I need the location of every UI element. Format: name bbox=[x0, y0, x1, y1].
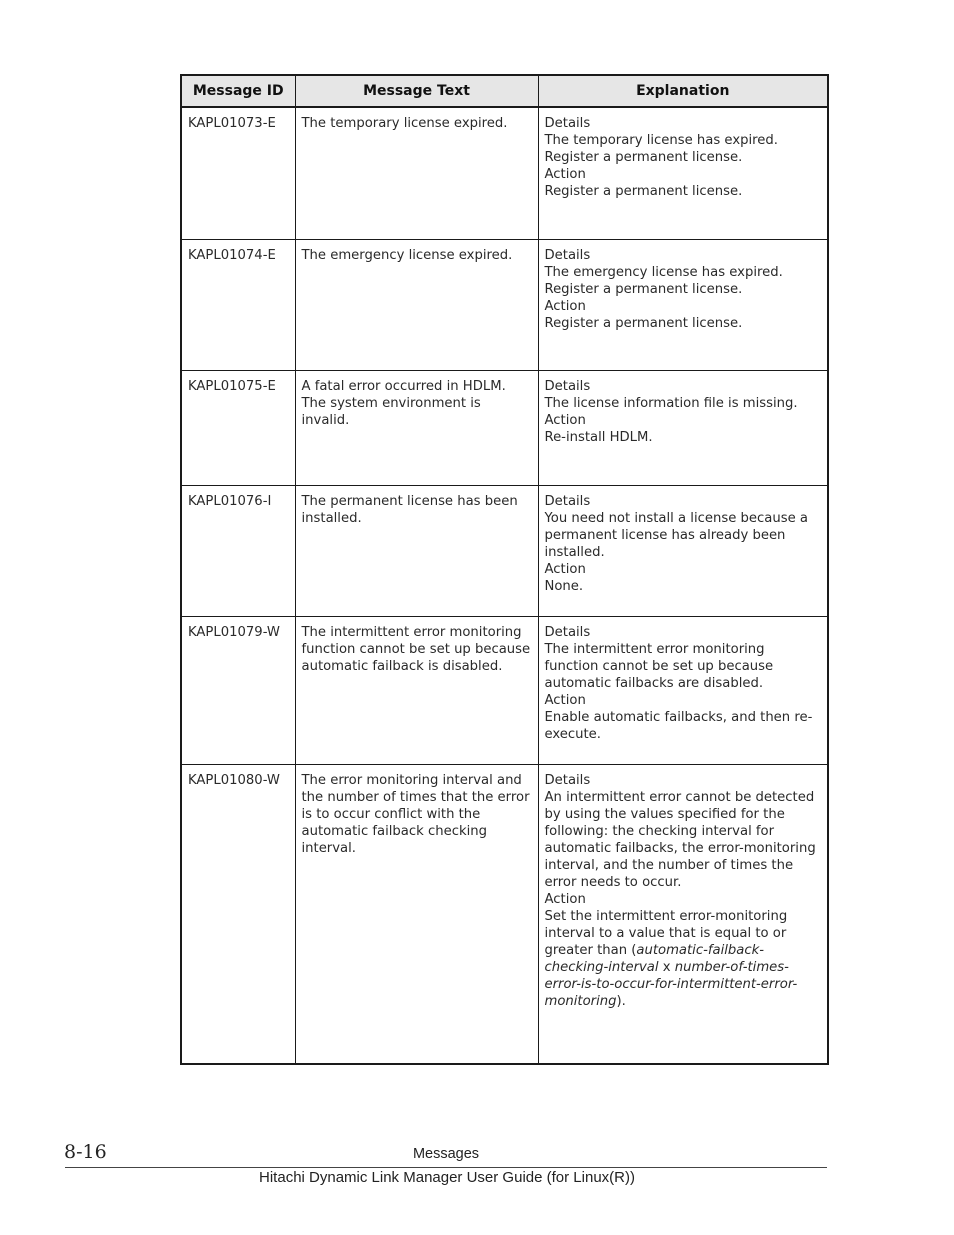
footer-section-name: Messages bbox=[412, 1146, 480, 1162]
action-label: Action bbox=[544, 167, 586, 182]
action-text: None. bbox=[544, 578, 584, 594]
action-prefix: Set the intermittent error-monitoring interval to a value that is equal to or greater than ( bbox=[544, 908, 788, 958]
action-text: Register a permanent license. bbox=[544, 315, 743, 331]
details-label: Details bbox=[544, 493, 591, 509]
details-label: Details bbox=[544, 116, 591, 131]
details-label: Details bbox=[544, 247, 591, 263]
action-times: x bbox=[658, 959, 675, 975]
footer-document-title: Hitachi Dynamic Link Manager User Guide (for Linux(R)) bbox=[259, 1169, 635, 1186]
message-id: KAPL01075-E bbox=[181, 370, 295, 485]
explanation bbox=[538, 616, 828, 764]
details-label: Details bbox=[544, 378, 591, 394]
table-row bbox=[181, 370, 828, 485]
action-suffix: ). bbox=[616, 993, 626, 1009]
details-label: Details bbox=[544, 624, 591, 640]
table-row bbox=[181, 485, 828, 616]
action-label: Action bbox=[544, 561, 586, 577]
action-text: Enable automatic failbacks, and then re-execute. bbox=[544, 709, 813, 742]
table-row bbox=[181, 107, 828, 239]
details-label: Details bbox=[544, 772, 591, 788]
action-text: Register a permanent license. bbox=[544, 184, 743, 199]
explanation bbox=[538, 239, 828, 370]
details-text: The intermittent error monitoring function cannot be set up because automatic failbacks are disabled. bbox=[544, 641, 774, 691]
details-text: The emergency license has expired. Register a permanent license. bbox=[544, 264, 783, 297]
message-id: KAPL01080-W bbox=[181, 764, 295, 1064]
explanation bbox=[538, 107, 828, 239]
header-explanation: Explanation bbox=[538, 75, 828, 107]
message-text: The intermittent error monitoring function cannot be set up because automatic failback is disabled. bbox=[295, 616, 538, 764]
message-id: KAPL01076-I bbox=[181, 485, 295, 616]
message-text: The emergency license expired. bbox=[295, 239, 538, 370]
message-id: KAPL01079-W bbox=[181, 616, 295, 764]
table-row bbox=[181, 764, 828, 1064]
explanation bbox=[538, 764, 828, 1064]
header-message-id: Message ID bbox=[181, 75, 295, 107]
action-label: Action bbox=[544, 412, 586, 428]
action-label: Action bbox=[544, 298, 586, 314]
details-text: The temporary license has expired. Register a permanent license. bbox=[544, 133, 778, 165]
action-label: Action bbox=[544, 891, 586, 907]
action-label: Action bbox=[544, 692, 586, 708]
messages-table bbox=[180, 74, 829, 1065]
action-text: Re-install HDLM. bbox=[544, 429, 653, 445]
details-text: An intermittent error cannot be detected by using the values specified for the following: the checking interval for automatic failbacks, the error-monitoring interval, and the number of times the error needs to occur. bbox=[544, 789, 816, 890]
message-text: A fatal error occurred in HDLM. The system environment is invalid. bbox=[295, 370, 538, 485]
header-message-text: Message Text bbox=[295, 75, 538, 107]
message-id: KAPL01073-E bbox=[181, 107, 295, 239]
explanation bbox=[538, 370, 828, 485]
details-text: The license information file is missing. bbox=[544, 395, 798, 411]
table-header-row bbox=[181, 75, 828, 107]
action-text bbox=[545, 908, 823, 1010]
message-text: The error monitoring interval and the number of times that the error is to occur conflict with the automatic failback checking interval. bbox=[295, 764, 538, 1064]
footer-divider bbox=[65, 1167, 827, 1168]
explanation bbox=[538, 485, 828, 616]
table-row bbox=[181, 616, 828, 764]
action-italic-count: number-of-times-error-is-to-occur-for-intermittent-error-monitoring bbox=[544, 959, 798, 1009]
page-number: 8-16 bbox=[64, 1141, 107, 1163]
message-text: The temporary license expired. bbox=[295, 107, 538, 239]
message-id: KAPL01074-E bbox=[181, 239, 295, 370]
action-italic-interval: automatic-failback-checking-interval bbox=[544, 942, 765, 975]
table-row bbox=[181, 239, 828, 370]
message-text: The permanent license has been installed. bbox=[295, 485, 538, 616]
details-text: You need not install a license because a permanent license has already been installed. bbox=[544, 510, 808, 560]
